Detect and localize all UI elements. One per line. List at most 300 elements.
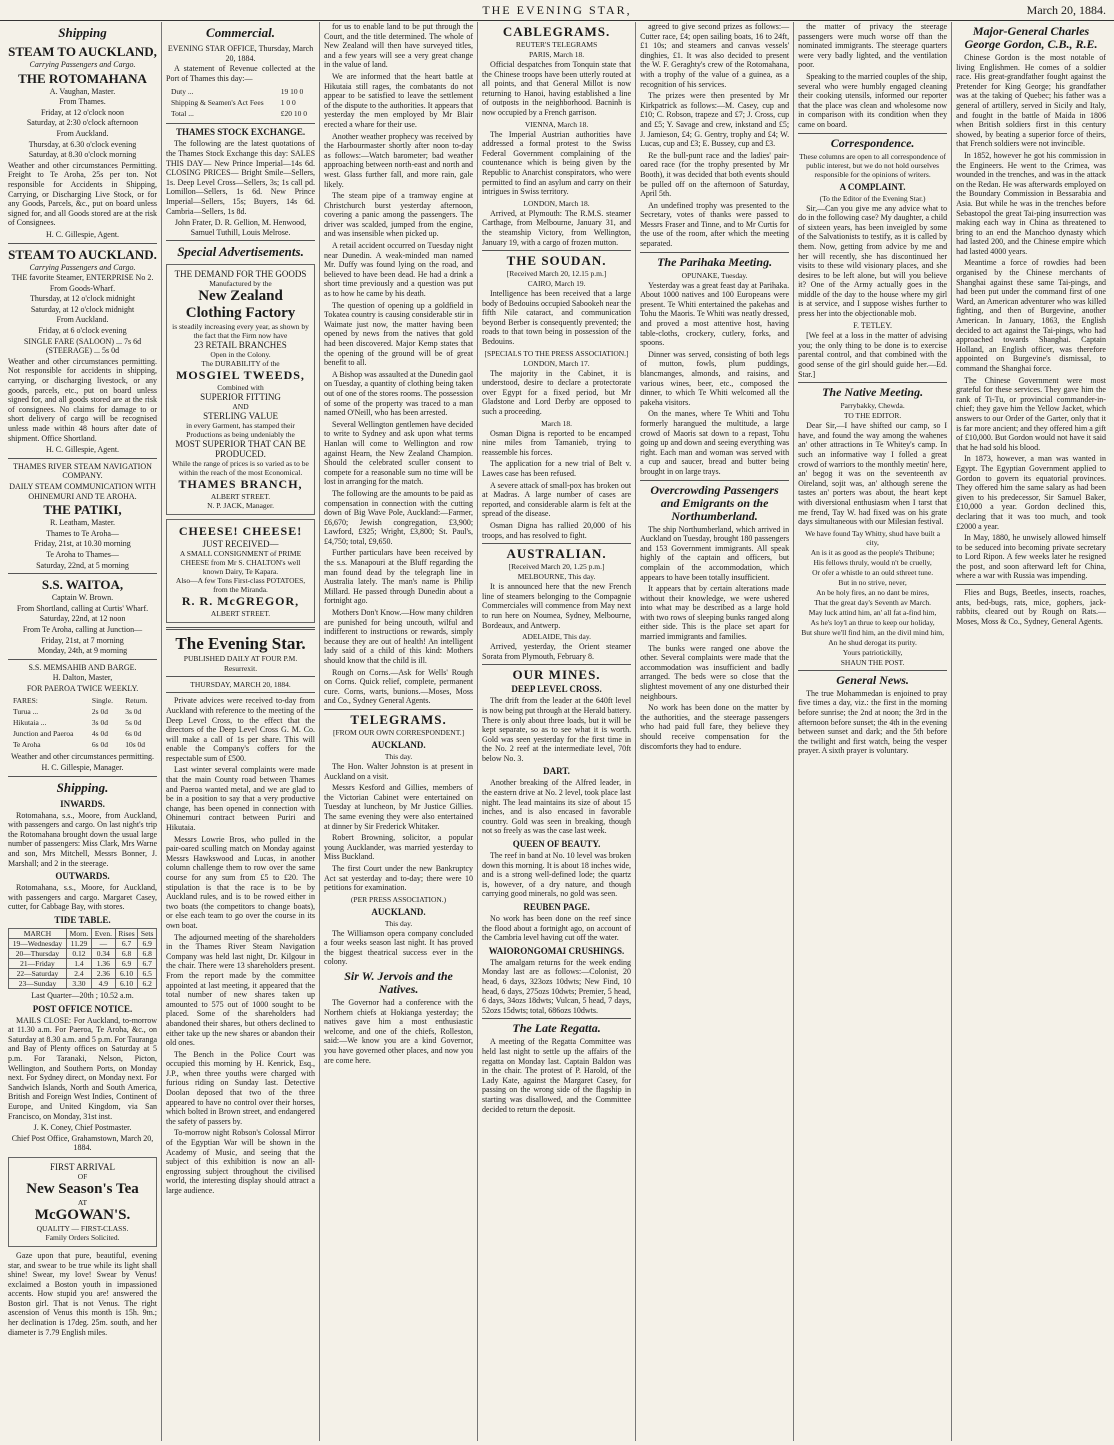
- outwards-text: Rotomahana, s.s., Moore, for Auckland, with passengers and cargo. Margaret Casey, cutter, for Cabbage Bay, with stores.: [8, 883, 158, 912]
- revenue-cell: 19 10 0: [280, 87, 304, 97]
- fare-cell: 4s 0d: [91, 729, 108, 739]
- ad-rotomahana-line: From Thames.: [59, 97, 106, 107]
- tide-col-header: Even.: [91, 929, 115, 939]
- ad-memsahib-agent: H. C. Gillespie, Manager.: [41, 763, 124, 773]
- ad-patiki-line: Saturday, 22nd, at 5 morning: [36, 560, 129, 570]
- poem-line: An he shud derogat its purity.: [828, 637, 917, 647]
- jervois-heading: Sir W. Jervois and the Natives.: [344, 969, 453, 997]
- nzcf-line: The DURABILITY of the: [201, 359, 280, 369]
- tide-cell: 6.9: [115, 959, 138, 969]
- divider: [482, 1018, 631, 1019]
- article-paragraph: Yesterday was a great feast day at Parihaka. About 1000 natives and 100 Europeans were present. Te Whiti entertained the pakehas and Tohu the Maoris. Te Whiti was neatly dressed, and proved a most attentive host, having table-cloths, crockery, cutlery, forks, and spoons.: [640, 280, 790, 348]
- issue-date: March 20, 1884.: [1026, 3, 1106, 17]
- nzcf-line: is steadily increasing every year, as shown by the fact that the Firm now have: [172, 322, 309, 341]
- letter-to: TO THE EDITOR.: [843, 411, 902, 421]
- article-paragraph: A meeting of the Regatta Committee was held last night to settle up the affairs of the regatta on Monday last. Captain Baldon was in the chair. The protest of P. Harold, of the Lady Kate, against the Margaret Casey, for passing on the wrong side of the flagship in starting was disallowed, and the Committee decided to return the deposit.: [482, 1037, 632, 1114]
- ad-enterprise-fares: SINGLE FARE (SALOON) ... 7s 6d (STEERAGE) ... 5s 0d: [23, 336, 142, 356]
- nzcf-line: STERLING VALUE: [203, 411, 278, 422]
- article-paragraph: A severe attack of small-pox has broken out at Madras. A large number of cases are reported, and considerable alarm is felt at the spread of the disease.: [482, 480, 632, 519]
- tide-table: [8, 928, 157, 989]
- revenue-cell: Total ...: [171, 109, 194, 119]
- ad-memsahib-master: H. Dalton, Master,: [52, 673, 113, 683]
- press-association-sub: (PER PRESS ASSOCIATION.): [350, 894, 447, 904]
- post-office-date: Chief Post Office, Grahamstown, March 20, 1884.: [11, 1133, 154, 1153]
- divider: [8, 243, 157, 244]
- nzcf-line: Combined with: [217, 383, 264, 393]
- tide-cell: 1.36: [91, 959, 115, 969]
- inwards-text: Rotomahana, s.s., Moore, from Auckland, with passengers and cargo. On last night's trip the Rotomahana brought down the usual large number of passengers: Miss Clark, Mrs Warne and son, Mrs Mitchell, Messrs Bonner, J. Marshall; and 2 in the steerage.: [8, 810, 158, 868]
- complaint-signature: F. TETLEY.: [853, 320, 892, 330]
- ad-rotomahana-line: Thursday, at 6.30 o'clock evening: [28, 139, 137, 149]
- revenue-cell: 1 0 0: [280, 98, 296, 108]
- tide-cell: 6.7: [138, 959, 157, 969]
- article-paragraph: The true Mohammedan is enjoined to pray five times a day, viz.: the first in the morning before sunrise; the 2nd at noon; the 3rd in the afternoon before sunset; the 4th in the evening between sunset and dark; and the 5th before the twilight and first watch, being the vesper prayer. A sixth prayer is voluntary.: [798, 688, 948, 756]
- article-paragraph: The question of opening up a goldfield in Tokatea country is causing considerable stir in Waimate just now, the matter having been opened by news from the natives that gold had been discovered. Major Kemp states that the opening of the ground will be of great benefit to all.: [324, 300, 474, 368]
- ad-patiki-line: Thames to Te Aroha—: [46, 528, 119, 538]
- table-row: [10, 718, 155, 727]
- auckland-date: This day.: [384, 751, 413, 761]
- tea-ad-line: FIRST ARRIVAL: [50, 1161, 115, 1172]
- article-paragraph: Re the bull-punt race and the ladies' pair-oared race (for the trophy presented by Mr Booth), it was decided that both events should be pulled off on the afternoon of Saturday, April 5th.: [640, 150, 790, 199]
- poem-line: Or ofer a whistle to an ould sthreet tune.: [812, 567, 934, 577]
- mine-heading: QUEEN OF BEAUTY.: [512, 839, 601, 850]
- nzcf-line: SUPERIOR FITTING: [200, 392, 281, 403]
- fare-cell: Te Aroha: [13, 740, 41, 750]
- tide-cell: 19—Wednesday: [9, 939, 67, 949]
- fare-cell: 3s 0d: [125, 707, 142, 717]
- revenue-cell: Duty ...: [171, 87, 194, 97]
- article-paragraph: In 1873, however, a man was wanted in Egypt. The Egyptian Government applied to Gordon to govern its equatorial provinces. They offered him the same salary as had been given to his predecessor, Sir Samuel Baker, £10,000 a year. Gordon declined this, declaring that it was too much, and took £2000 a year.: [956, 454, 1106, 531]
- tea-advertisement: [8, 1157, 157, 1247]
- article-paragraph: Dinner was served, consisting of both legs of mutton, fowls, plum puddings, blancmanges, almonds, and raisins, and various wines, beer, etc., composed the dinner, to which Te Whiti welcomed all the pakeha visitors.: [640, 349, 790, 407]
- ad-patiki-sub: DAILY STEAM COMMUNICATION WITH OHINEMURI AND TE AROHA.: [9, 481, 156, 501]
- column-3: [320, 22, 478, 1441]
- dateline: Parrybakky, Chewda.: [840, 401, 905, 411]
- ad-waitoa-line: Monday, 24th, at 9 morning: [37, 646, 128, 656]
- nzcf-line: While the range of prices is so varied as to be within the reach of the most Economical.: [172, 459, 309, 478]
- fare-cell: 5s 0d: [125, 718, 142, 728]
- divider: [8, 776, 157, 777]
- fares-header: FARES:: [13, 696, 38, 706]
- post-office-text: MAILS CLOSE: For Auckland, to-morrow at 11.30 a.m. For Paeroa, Te Aroha, &c., on Saturday at 8.30 a.m. and 5 p.m. For Tauranga and Bay of Plenty offices on Saturday at 5 p.m. For Taranaki, Nelson, Picton, Wellington, and Southern Ports, on Monday next. For Sydney direct, on Monday next. For Sandwich Islands, North and South America, British and Foreign West Indies, Continent of Europe, and United Kingdom, via San Francisco, on Monday, 31st inst.: [8, 1015, 158, 1121]
- our-mines-heading: OUR MINES.: [512, 667, 601, 683]
- column-1-tail: Gaze upon that pure, beautiful, evening star, and swear to be true while its light shall shine! Swear, my love! Swear by Venus! exclaimed a Boston youth in impassioned accents. How stupid you are! answered the Boston girl. That is not Venus. The right ascension of Venus this month is 15h. 9m.; her declination is 17deg. 25m. south, and her diameter is 7.79 English miles.: [8, 1250, 158, 1337]
- ad-memsahib-title: S.S. MEMSAHIB AND BARGE.: [28, 662, 137, 672]
- divider: [166, 676, 315, 677]
- cheese-line: A SMALL CONSIGNMENT of PRIME CHEESE from Mr S. CHALTON's well known Dairy, Te Kapara.: [179, 549, 302, 577]
- nzcf-line: THE DEMAND FOR THE GOODS: [174, 269, 307, 280]
- fares-header: Single.: [91, 696, 113, 706]
- commercial-heading: Commercial.: [206, 25, 275, 40]
- brokers-list: John Frater, D. R. Gellion, M. Henwood, Samuel Tuthill, Louis Melrose.: [174, 218, 307, 237]
- tide-footnote: Last Quarter—20th ; 10.52 a.m.: [31, 991, 134, 1000]
- poem-line: His fellows thruly, would n't be cruelly,: [813, 557, 932, 567]
- fare-cell: 6s 0d: [125, 729, 142, 739]
- fare-cell: 10s 0d: [125, 740, 146, 750]
- column-5: [636, 22, 794, 1441]
- australian-heading: AUSTRALIAN.: [506, 546, 607, 562]
- cheese-ad: [166, 519, 315, 623]
- mine-heading: DEEP LEVEL CROSS.: [511, 684, 602, 695]
- divider: [956, 584, 1106, 585]
- article-paragraph: Robert Browning, solicitor, a popular young Aucklander, was married yesterday to Miss Buckland.: [324, 833, 474, 862]
- auckland-heading: AUCKLAND.: [371, 906, 426, 917]
- general-news-heading: General News.: [836, 672, 909, 687]
- ad-waitoa-line: Saturday, 22nd, at 12 noon: [39, 614, 126, 624]
- tide-cell: 6.9: [138, 939, 157, 949]
- ad-memsahib-sub: FOR PAEROA TWICE WEEKLY.: [26, 683, 139, 693]
- poem-line: As he's loy'l an thrue to keep our holiday,: [810, 617, 935, 627]
- cheese-line: ALBERT STREET.: [210, 609, 271, 619]
- tea-ad-line: OF: [77, 1171, 88, 1181]
- dateline: OPUNAKE, Tuesday.: [681, 270, 748, 280]
- shipping-heading: Shipping: [58, 25, 107, 40]
- fare-cell: 2s 0d: [91, 707, 108, 717]
- nzcf-line: Open in the Colony.: [210, 350, 271, 360]
- fare-cell: Hikutaia ...: [13, 718, 47, 728]
- overcrowding-heading: Overcrowding Passengers and Emigrants on the Northumberland.: [650, 482, 779, 523]
- tide-cell: 20—Thursday: [9, 949, 67, 959]
- article-paragraph: A Bishop was assaulted at the Dunedin gaol on Tuesday, a quantity of clothing being taken out of one of the stores rooms. The possession of some of the property was traced to a man named O'Neill, who has been arrested.: [324, 369, 474, 418]
- nzcf-line: Manufactured by the: [209, 279, 272, 289]
- article-paragraph: Chinese Gordon is the most notable of living Englishmen. He comes of a soldier race. His great-grandfather fought against the Pretender for King George; his grandfather was at the taking of Quebec; his father was a general of artillery, served in Sicily and Italy, and fought in the battle of Maida in 1806 when British soldiers first in this century showed, by beating a superior force of theirs, that French soldiers were not invincible.: [956, 53, 1106, 149]
- ad-rotomahana-agent: H. C. Gillespie, Agent.: [45, 229, 120, 239]
- article-paragraph: The Chinese Government were most grateful for these services. They gave him the rank of Ti-Tu, or provincial commander-in-chief; they gave him the Yellow Jacket, which answers to our Order of the Garter, only that it is far more ancient; and they offered him a gift of £10,000. But Gordon would not have it said that he had sold his blood.: [956, 375, 1106, 452]
- divider: [166, 123, 315, 124]
- article-paragraph: It is announced here that the new French line of steamers belonging to the Compagnie Commerciales will commence from May next to run here on Noumea, Sydney, Melbourne, Bordeaux, and Antwerp.: [482, 582, 632, 630]
- tide-col-header: MARCH: [9, 929, 67, 939]
- article-paragraph: The drift from the leader at the 640ft level is now being put through at the Herald battery. There is only about three loads, but it will be kept separate, so as to see what it is worth. Gold was seen yesterday for the first time in the No. 2 reef at the intermediate level, 70ft below No. 3.: [482, 696, 632, 763]
- australian-received: [Received March 20, 1.25 p.m.]: [508, 562, 605, 572]
- advert-tail: Flies and Bugs, Beetles, insects, roaches, ants, bed-bugs, rats, mice, gophers, jack-rabbits, cleared out by Rough on Rats.—Moses, Moss & Co., Sydney, General Agents.: [956, 588, 1106, 626]
- tide-cell: 6.10: [115, 979, 138, 989]
- article-paragraph: The majority in the Cabinet, it is understood, desire to declare a protectorate over Egypt for a fixed period, but Mr Gladstone and Lord Derby are opposed to such a proceeding.: [482, 368, 632, 417]
- tide-cell: 22—Saturday: [9, 969, 67, 979]
- article-paragraph: Messrs Lowrie Bros, who pulled in the pair-oared sculling match on Monday against Messrs Hawkswood and Lucas, in another column challenge them to row over the same course for any sum from £5 to £20. The stipulation is that the race is to be by Auckland rules, and is to be rowed either in two boats (the competitors to change boats), or else each team to go over the course in its own boat.: [166, 834, 316, 930]
- divider: [166, 240, 315, 241]
- article-paragraph: The first Court under the new Bankruptcy Act sat yesterday and to-day; there were 10 petitions for examination.: [324, 863, 474, 893]
- cheese-line: JUST RECEIVED—: [202, 539, 279, 550]
- ad-enterprise-notice: Weather and other circumstances permitting. Not responsible for accidents in shipping, carrying, or discharging livestock, or any goods, parcels, etc., put on board unless signed for, and all goods stored are at the risk of consignees. No claims for damage to or short delivery of cargo will be recognised unless made within 48 hours after date of shipment. Office Shortland.: [8, 356, 158, 443]
- nzcf-line: ALBERT STREET.: [210, 492, 271, 502]
- article-paragraph: Several Wellington gentlemen have decided to write to Sydney and ask upon what terms Hanlan will come to Wellington and row against Hearn, the New Zealand Champion. Should the celebrated sculler consent to compete for a reasonable sum no time will be lost in arranging for the match.: [324, 419, 474, 487]
- ad-waitoa-line: From Te Aroha, calling at Junction—: [22, 624, 143, 634]
- nzcf-line: AND: [232, 402, 249, 412]
- article-paragraph: Speaking to the married couples of the ship, several who were humbly engaged cleaning their cooking utensils, informed our reporter that the place was clean and wholesome now in comparison with its condition when they came on board.: [798, 71, 948, 129]
- poem-line: That the great day's Seventh av March.: [814, 597, 932, 607]
- ad-patiki-line: Friday, 21st, at 10.30 morning: [34, 539, 131, 549]
- ad-rotomahana-line: From Auckland.: [56, 128, 109, 138]
- ad-rotomahana-ship: THE ROTOMAHANA: [18, 70, 147, 86]
- special-ads-heading: Special Advertisements.: [177, 244, 304, 260]
- ad-enterprise-line: From Goods-Wharf.: [49, 283, 116, 293]
- ad-waitoa-master: Captain W. Brown.: [51, 593, 114, 603]
- article-paragraph: The bunks were ranged one above the other. Several complaints were made that the accommodation was insufficient and badly arranged. The beds were so close that the slightest movement of any one disturbed their neighbours.: [640, 643, 790, 701]
- tea-ad-line: AT: [77, 1197, 88, 1207]
- tide-cell: 2.36: [91, 969, 115, 979]
- ad-enterprise-sub: Carrying Passengers and Cargo.: [29, 262, 136, 272]
- article-paragraph: Mothers Don't Know.—How many children are punished for being uncouth, wilful and indifferent to instructions or rewards, simply because they are out of health! An intelligent lady said of a child of this kind: Mothers should know that the child is ill.: [324, 608, 474, 665]
- tide-cell: 6.7: [115, 939, 138, 949]
- article-paragraph: In 1852, however he got his commission in the Engineers. He went to the Crimea, was wounded in the trenches, and was in the attack on the Redan. He was afterwards employed on the Boundary Commission in Bessarabia and Asia. But while he was in the trenches before Sebastopol the great Tai-ping insurrection was making each way in China as threatened to bring to an end the Manchoo dynasty which had lasted 200, and the Chinese empire which had lasted 4000 years.: [956, 150, 1106, 256]
- tide-cell: 4.9: [91, 979, 115, 989]
- revenue-text: A statement of Revenue collected at the Port of Thames this day:—: [166, 64, 316, 83]
- tea-ad-line: QUALITY — FIRST-CLASS.: [36, 1223, 129, 1233]
- columns: [4, 22, 1110, 1441]
- fare-cell: Turua ...: [13, 707, 39, 717]
- poem-line: May luck attind him, an' all fat a-find him,: [808, 607, 937, 617]
- ad-patiki-master: R. Leatham, Master.: [49, 518, 116, 528]
- gordon-heading: Major-General Charles George Gordon, C.B., R.E.: [964, 24, 1098, 51]
- stock-exchange-text: The following are the latest quotations of the Thames Stock Exchange this day: SALES THIS DAY— New Prince Imperial—14s 6d. CLOSING PRICES— Bright Smile—Sellers, 1s. Deep Level Cross—Sellers, 3s; 1s call pd. Lomillon—Sellers, 1s 6d. New Prince Imperial—Sellers, 15s; Buyers, 14s 6d. Cambria—Sellers, 1s 8d.: [166, 139, 316, 216]
- article-paragraph: Osman Digna has rallied 20,000 of his troops, and has resolved to fight.: [482, 520, 632, 540]
- article-paragraph: Another breaking of the Alfred leader, in the eastern drive at No. 2 level, took place last night. The lead maintains its size of about 15 inches, and is also encased in favorable country. Gold was seen in breaking, though not so freely as was the case last week.: [482, 778, 632, 836]
- dateline: VIENNA, March 18.: [524, 119, 589, 129]
- article-paragraph: No work has been done on the reef since the flood about a fortnight ago, on account of the Cambria level having cut off the water.: [482, 914, 632, 943]
- table-row: [9, 959, 157, 969]
- ad-patiki-title: THAMES RIVER STEAM NAVIGATION COMPANY.: [13, 461, 152, 481]
- table-row: [168, 98, 313, 107]
- tide-col-header: Rises: [115, 929, 138, 939]
- post-office-heading: POST OFFICE NOTICE.: [32, 1003, 133, 1014]
- ad-patiki-ship: THE PATIKI,: [43, 502, 122, 518]
- parihaka-heading: The Parihaka Meeting.: [657, 254, 773, 269]
- ad-enterprise-line: From Auckland.: [56, 315, 109, 325]
- published-line: PUBLISHED DAILY AT FOUR P.M.: [183, 654, 298, 664]
- article-paragraph: To-morrow night Robson's Colossal Mirror of the Egyptian War will be shown in the Academy of Music, and seeing that the subject of this exhibition is now an all-engrossing subject throughout the civilised world, the interesting display should attract a large audience.: [166, 1128, 316, 1195]
- ad-enterprise-ship: THE favorite Steamer, ENTERPRISE No 2.: [11, 273, 154, 283]
- fare-cell: 6s 0d: [91, 740, 108, 750]
- article-paragraph: Private advices were received to-day from Auckland with reference to the meeting of the Deep Level Cross, to the effect that the directors of the Deep Level Cross G. M. Co. will make a call of 1s per share. This will enable the Company's coffers for the respectable sum of £500.: [166, 696, 316, 763]
- reuters-sub: REUTER'S TELEGRAMS: [515, 40, 598, 49]
- article-paragraph: Meantime a force of rowdies had been organised by the Chinese merchants of Shanghai against these same Tai-pings, and had been put under the command first of one Ward, an American adventurer who was killed fighting, and then of Burgevine, another American. In January, 1863, the English decided to act against the Tai-pings, who had approached towards Shanghai. Captain Holland, an English officer, was therefore appointed on Burgevine's dismissal, to command the Shanghai force.: [956, 258, 1106, 373]
- tide-cell: 0.12: [66, 949, 91, 959]
- tea-ad-line: Family Orders Solicited.: [45, 1232, 120, 1242]
- tide-cell: 6.8: [138, 949, 157, 959]
- article-paragraph: Messrs Kesford and Gillies, members of the Victorian Cabinet were entertained on Tuesday at luncheon, by Mr Justice Gillies. The same evening they were also entertained at dinner by Sir Frederick Whitaker.: [324, 783, 474, 831]
- divider: [8, 458, 157, 459]
- dateline: CAIRO, March 19.: [527, 279, 586, 289]
- office-line: EVENING STAR OFFICE, Thursday, March 20, 1884.: [167, 44, 314, 63]
- article-paragraph: Further particulars have been received by the s.s. Manapouri at the Bluff regarding the man found dead by the telegraph line in Australia lately. The man's name is Philip Millard. He passed through Dunedin about a fortnight ago.: [324, 548, 474, 606]
- stock-exchange-heading: THAMES STOCK EXCHANGE.: [175, 127, 306, 138]
- table-row: [9, 979, 157, 989]
- nzcf-line: 23 RETAIL BRANCHES: [194, 340, 287, 351]
- mine-heading: WAIORONGOMAI CRUSHINGS.: [488, 945, 625, 956]
- article-paragraph: A retail accident occurred on Tuesday night near Dunedin. A weak-minded man named Mr. Duffy was found lying on the road, and believed to have been dead. He had a drink a short time previously and a question was put as to how he came by his death.: [324, 241, 474, 299]
- column-4: [478, 22, 636, 1441]
- editorial-dateline: THURSDAY, MARCH 20, 1884.: [190, 680, 291, 690]
- article-paragraph: It appears that by certain alterations made without their knowledge, we were ushered into what may be described as a large hold with two rows of sleeping bunks ranged along either side. This is the place set apart for married immigrants and families.: [640, 584, 790, 642]
- cheese-line: R. R. McGREGOR,: [181, 594, 300, 609]
- ad-rotomahana-line: Saturday, at 8.30 o'clock morning: [28, 150, 137, 160]
- article-paragraph: the matter of privacy the steerage passengers were much worse off than the nominated immigrants. The steerage quarters were very badly lighted, and the ventilation poor.: [798, 22, 948, 70]
- nzcf-line: MOSGIEL TWEEDS,: [176, 368, 305, 383]
- ad-rotomahana-notice: Weather and other circumstances Permitting. Freight to Te Aroha, 25s per ton. Not responsible for Accidents in Shipping, Carrying, or Discharging Live Stock, or for any Goods, Parcels, &c., put on board unless signed for, and all Goods stored are at the risk of Consignees.: [8, 160, 158, 228]
- article-paragraph: The steam pipe of a tramway engine at Christchurch burst yesterday afternoon, covering a panic among the passengers. The driver was scalded, jumped from the engine, and was insensible when picked up.: [324, 191, 474, 239]
- fares-header: Return.: [125, 696, 148, 706]
- tide-cell: 2.4: [66, 969, 91, 979]
- article-paragraph: Sir,—Can you give me any advice what to do in the following case? My daughter, a child of sixteen years, has been inveigled by some of the Salvationists to testify, as it is called by them. Now, getting from advice by me and her will recently, she has discontinued her visits to these wild visionary places, and she desires to be left alone, but will you believe it? One of the Army actually goes in the middle of the day to the house where my girl is at service, and I suppose wishes further to press her into the objectionable mob.: [798, 203, 948, 319]
- clothing-factory-ad: [166, 264, 315, 515]
- tide-cell: 23—Sunday: [9, 979, 67, 989]
- fares-table: [8, 694, 157, 751]
- motto: Resurrexit.: [223, 664, 258, 674]
- nzcf-line: MOST SUPERIOR THAT CAN BE PRODUCED.: [175, 439, 306, 460]
- divider: [8, 573, 157, 574]
- inwards-heading: INWARDS.: [60, 798, 105, 809]
- ad-patiki-line: Te Aroha to Thames—: [46, 549, 119, 559]
- tide-cell: 3.30: [66, 979, 91, 989]
- ad-enterprise-agent: H. C. Gillespie, Agent.: [45, 445, 120, 455]
- table-row: [10, 729, 155, 738]
- poem-line: Yours patriotickilly,: [842, 647, 903, 657]
- ad-memsahib-notice: Weather and other circumstances permitting.: [10, 752, 155, 762]
- article-paragraph: Osman Digna is reported to be encamped nine miles from Tamanieb, trying to reassemble his forces.: [482, 428, 632, 457]
- nzcf-line: THAMES BRANCH,: [178, 477, 303, 492]
- newspaper-title: THE EVENING STAR,: [482, 3, 632, 17]
- article-paragraph: We are informed that the heart battle at Hikutaia still rages, the combatants do not appear to be satisfied to leave the settlement of the dispute to the authorities. It appears that yesterday the men employed by Mr Blair erected a whare for their use.: [324, 71, 474, 129]
- table-row: [9, 969, 157, 979]
- tide-cell: 11.29: [66, 939, 91, 949]
- revenue-cell: £20 10 0: [280, 109, 308, 119]
- divider: [482, 664, 631, 665]
- article-paragraph: An undefined trophy was presented to the Secretary, votes of thanks were passed to Messrs Fraser and Tinne, and to Mr Curtis for the use of the room, after which the meeting separated.: [640, 200, 790, 249]
- tide-table-title: TIDE TABLE.: [54, 915, 111, 925]
- article-paragraph: Dear Sir,—I have shifted our camp, so I have, and found the way among the wahenes an' other attractions in Te Whitey's camp. In such an informative way I folled a great crowd of warriors to the monthly meetin' here, an' begog it was on the seventeenth av Oireland, sojit was, an' although serene the tastes an' porters was about, the heart kept with diversional enthusiasm when I tarst that me frend, Tay W. had fixed was on his grate days simultaneous with our Milesian festival.: [798, 421, 948, 527]
- nzcf-line: N. P. JACK, Manager.: [207, 501, 274, 511]
- soudan-heading: THE SOUDAN.: [506, 253, 607, 269]
- complaint-heading: A COMPLAINT.: [839, 181, 906, 192]
- auckland-date: This day.: [384, 918, 413, 928]
- divider: [640, 480, 789, 481]
- divider: [798, 133, 947, 134]
- article-paragraph: The prizes were then presented by Mr Kirkpatrick as follows:—M. Casey, cup and £10; C. Robson, trapeze and £7; J. Cross, cup and £5; Y. Savage and crew, inkstand and £5; J. Jamieson, £4; G. Gentry, trophy and £4; W. Lucas, cup and £3; E. Bussey, cup and £3.: [640, 91, 790, 149]
- complaint-to: (To the Editor of the Evening Star.): [819, 193, 926, 203]
- article-paragraph: Rough on Corns.—Ask for Wells' Rough on Corns. Quick relief, complete, permanent cure. Corns, warts, bunions.—Moses, Moss and Co., Sydney General Agents.: [324, 667, 474, 706]
- divider: [640, 252, 789, 253]
- article-paragraph: for us to enable land to be put through the Court, and the title determined. The whole of New Zealand will then have surveyed titles, and a few years will see a very great change in the value of land.: [324, 22, 474, 70]
- tide-cell: 6.8: [115, 949, 138, 959]
- ad-waitoa-line: From Shortland, calling at Curtis' Wharf.: [16, 603, 149, 613]
- article-paragraph: The amalgam returns for the week ending Monday last are as follows:—Colonist, 20 head, 6 days, 323ozs 10dwts; New Find, 10 head, 6 days, 275ozs 10dwts; Premier, 5 head, 6 days, 34ozs 18dwts; Vulcan, 5 head, 7 days, 52ozs 15dwts; total, 686ozs 10dwts.: [482, 957, 632, 1015]
- table-row: [10, 707, 155, 716]
- ad-rotomahana-line: Friday, at 12 o'clock noon: [41, 107, 124, 117]
- dateline: March 18.: [541, 418, 572, 428]
- article-paragraph: The application for a new trial of Belt v. Lawes case has been refused.: [482, 459, 632, 478]
- ad-enterprise-line: Friday, at 6 o'clock evening: [38, 326, 127, 336]
- divider: [166, 692, 315, 693]
- post-office-signature: J. K. Coney, Chief Postmaster.: [33, 1123, 132, 1133]
- correspondence-note: These columns are open to all correspondence of public interest, but we do not hold ourselves responsible for the opinions of writers.: [799, 151, 946, 179]
- soudan-received: [Received March 20, 12.15 p.m.]: [506, 269, 607, 279]
- poem-line: An is it as good as the people's Thribune;: [810, 547, 935, 557]
- article-paragraph: On the manes, where Te Whiti and Tohu formerly harangued the multitude, a large crowd of Maoris sat down to a repast, Tohu going up and down and seeing everything was right. Each man and woman was served with a cup and saucer, bread and butter being brought in on large trays.: [640, 409, 790, 476]
- regatta-heading: The Late Regatta.: [512, 1021, 601, 1036]
- tea-ad-line: New Season's Tea: [26, 1180, 139, 1197]
- dateline: ADELAIDE, This day.: [522, 632, 592, 642]
- fare-cell: 3s 0d: [91, 718, 108, 728]
- poem-line: We have found Tay Whitty, shud have built a city,: [805, 528, 941, 547]
- native-meeting-heading: The Native Meeting.: [822, 385, 924, 400]
- nzcf-line: in every Garment, has stamped their Productions as being undeniably the: [186, 421, 295, 440]
- table-row: [9, 949, 157, 959]
- dateline: PARIS, March 18.: [528, 50, 585, 59]
- telegrams-heading: TELEGRAMS.: [350, 711, 447, 727]
- dateline: MELBOURNE, This day.: [517, 572, 596, 582]
- ad-waitoa-title: S.S. WAITOA,: [41, 577, 124, 593]
- article-paragraph: The Bench in the Police Court was occupied this morning by H. Kenrick, Esq., J.P., when three youths were charged with furious riding on Sunday last. Detective Doolan deposed that two of the three appeared to have no control over their horses, which bolted in Brown street, and endangered the safety of passers by.: [166, 1049, 316, 1126]
- fare-cell: Junction and Paeroa: [13, 729, 74, 739]
- divider: [166, 627, 315, 630]
- column-2: [162, 22, 320, 1441]
- revenue-table: [166, 85, 315, 120]
- cheese-line: Also—A few Tons First-class POTATOES, from the Miranda.: [175, 576, 306, 595]
- tide-col-header: Sets: [138, 929, 157, 939]
- masthead: [0, 0, 1114, 21]
- auckland-heading: AUCKLAND.: [371, 739, 426, 750]
- article-paragraph: Intelligence has been received that a large body of Bedouins occupied Sabookeh near the fifth Nile cataract, and communication beyond Berber is consequently prevented; the roads to that town being in possession of the Bedouins.: [482, 289, 632, 347]
- correspondence-heading: Correspondence.: [830, 135, 915, 150]
- ad-enterprise-line: Thursday, at 12 o'clock midnight: [29, 294, 136, 304]
- column-1: [4, 22, 162, 1441]
- paper-nameplate: The Evening Star.: [175, 634, 306, 654]
- tide-cell: 6.5: [138, 969, 157, 979]
- mine-heading: DART.: [543, 766, 570, 777]
- poem-line: But in no strive, never,: [838, 577, 907, 587]
- table-row: [168, 109, 313, 118]
- article-paragraph: The ship Northumberland, which arrived in Auckland on Tuesday, brought 180 passengers and 153 Government immigrants. All speak highly of the captain and officers, but complain of the accommodation, which appears to have been totally insufficient.: [640, 524, 790, 582]
- divider: [8, 659, 157, 660]
- tide-cell: 6.10: [115, 969, 138, 979]
- column-7: [952, 22, 1110, 1441]
- tide-cell: 0.34: [91, 949, 115, 959]
- tea-ad-line: McGOWAN'S.: [34, 1206, 131, 1223]
- ad-enterprise-line: Saturday, at 12 o'clock midnight: [30, 304, 135, 314]
- divider: [798, 382, 947, 383]
- article-paragraph: Arrived, at Plymouth: The R.M.S. steamer Carthage, from Melbourne, January 31, and the steamship Victory, from Wellington, January 19, with a cargo of frozen mutton.: [482, 208, 632, 247]
- article-paragraph: In May, 1880, he unwisely allowed himself to be seduced into becoming private secretary to Lord Ripon. A few weeks later he resigned the post, and soon afterward left for China, where a war with Russia was impending.: [956, 533, 1106, 581]
- tide-cell: 6.2: [138, 979, 157, 989]
- article-paragraph: The Williamson opera company concluded a four weeks season last night. It has proved the biggest theatrical success ever in the colony.: [324, 928, 474, 967]
- dateline: LONDON, March 18.: [523, 198, 590, 208]
- article-paragraph: Another weather prophecy was received by the Harbourmaster shortly after noon to-day as follows:—Watch barometer; bad weather approaching between north-east and north and west. Glass further fall, and more rain, gale likely.: [324, 131, 474, 189]
- editor-note: [We feel at a loss in the matter of advising you; the only thing to be done is to exercise parental control, and that combined with the good sense of the girl should guide her.—Ed. Star.]: [798, 331, 948, 379]
- table-row: [10, 740, 155, 749]
- table-row: [9, 939, 157, 949]
- ad-waitoa-line: Friday, 21st, at 7 morning: [41, 635, 124, 645]
- article-paragraph: The Governor had a conference with the Northern chiefs at Hokianga yesterday; the natives gave him a most enthusiastic welcome, and one of the chiefs, Rolleston, said:—We know you are a kind Governor, you have governed other places, and now you are come here.: [324, 998, 474, 1065]
- article-paragraph: The adjourned meeting of the shareholders in the Thames River Steam Navigation Company was held last night, Dr. Kilgour in the chair. There were 13 shareholders present. From the report made by the committee appointed at last meeting, it appeared that the total number of new shares taken up amounted to 575 out of 1000 sought to be placed. Some of the shareholders had abandoned their shares, but others declined to either take up the new shares or abandon their old ones.: [166, 932, 316, 1048]
- article-paragraph: No work has been done on the matter by the authorities, and the steerage passengers who had paid full fare, they believe they should receive compensation for the discomforts they had to endure.: [640, 703, 790, 751]
- cheese-line: CHEESE! CHEESE!: [178, 524, 303, 539]
- article-paragraph: Official despatches from Tonquin state that the Chinese troops have been utterly routed at all points, and that General Millot is now returning to Hanoi, having established a line of outposts in the neighborhood. Bacninh is now occupied by a French garrison.: [482, 60, 632, 117]
- ad-rotomahana-title: STEAM TO AUCKLAND,: [8, 44, 157, 59]
- mine-heading: REUBEN PAGE.: [523, 902, 590, 912]
- tide-cell: —: [91, 939, 115, 949]
- divider: [482, 250, 631, 251]
- poem-line: But shure we'll find him, an the divil mind him,: [801, 627, 944, 637]
- article-paragraph: The Imperial Austrian authorities have addressed a formal protest to the Swiss Federal Government complaining of the countenance which is being given by the Republic to Anarchist conspirators, who were permitted to find an asylum and carry on their intrigues in Swiss territory.: [482, 129, 632, 197]
- tide-cell: 1.4: [66, 959, 91, 969]
- cablegrams-heading: CABLEGRAMS.: [502, 24, 611, 39]
- poem-line: SHAUN THE POST.: [840, 657, 905, 667]
- ad-rotomahana-sub: Carrying Passengers and Cargo.: [29, 60, 136, 69]
- article-paragraph: Last winter several complaints were made that the main County road between Thames and Paeroa wanted metal, and we are glad to be in a position to say that a very productive change, has been opened in connection with Ohinemuri contract between Puriri and Hikutaia.: [166, 765, 316, 833]
- outwards-heading: OUTWARDS.: [55, 871, 110, 882]
- nzcf-line: New Zealand Clothing Factory: [185, 288, 296, 322]
- divider: [798, 670, 947, 671]
